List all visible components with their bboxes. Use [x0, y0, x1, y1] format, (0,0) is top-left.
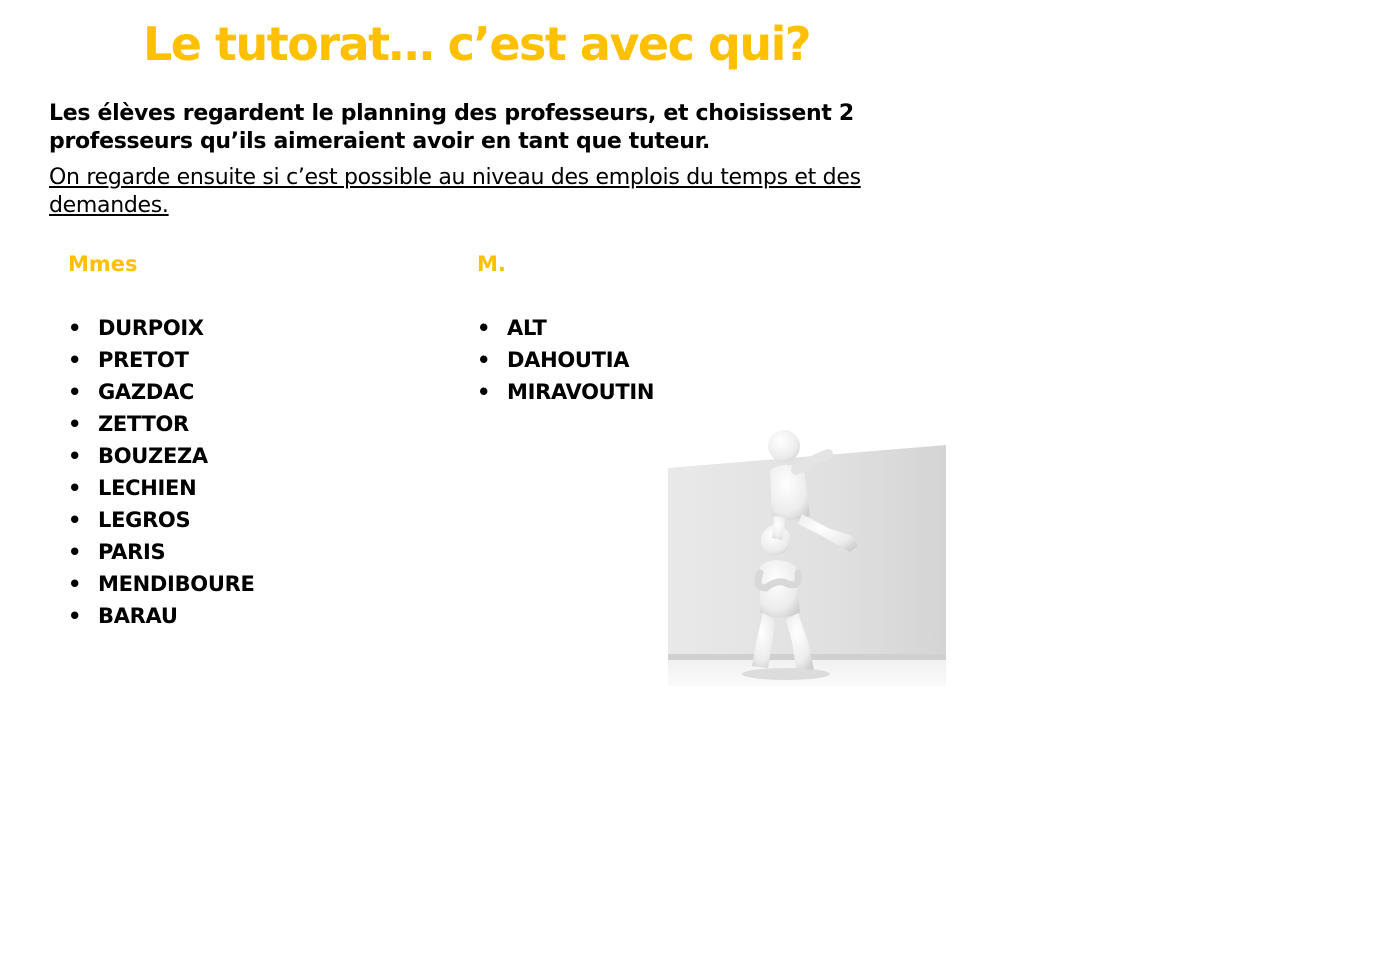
- heading-mmes: Mmes: [68, 252, 138, 276]
- list-item: [68, 376, 255, 408]
- teacher-name: LECHIEN: [98, 476, 197, 500]
- teacher-list-mmes: [68, 312, 255, 632]
- teacher-name: GAZDAC: [98, 380, 195, 404]
- list-item: [68, 504, 255, 536]
- teacher-name: PRETOT: [98, 348, 189, 372]
- list-item: [68, 472, 255, 504]
- list-item: [68, 344, 255, 376]
- bullet-icon: •: [68, 604, 82, 628]
- bullet-icon: •: [68, 476, 82, 500]
- list-item: [477, 376, 654, 408]
- bullet-icon: •: [68, 412, 82, 436]
- list-item: [477, 344, 654, 376]
- list-item: [68, 568, 255, 600]
- bullet-icon: •: [68, 316, 82, 340]
- slide-title: Le tutorat… c’est avec qui?: [143, 17, 811, 71]
- bullet-icon: •: [477, 380, 491, 404]
- bullet-icon: •: [68, 508, 82, 532]
- teacher-name: LEGROS: [98, 508, 191, 532]
- teacher-name: DURPOIX: [98, 316, 204, 340]
- list-item: [68, 408, 255, 440]
- teacher-name: ZETTOR: [98, 412, 189, 436]
- teacher-name: PARIS: [98, 540, 166, 564]
- list-item: [68, 600, 255, 632]
- bullet-icon: •: [68, 540, 82, 564]
- teacher-name: BOUZEZA: [98, 444, 208, 468]
- bullet-icon: •: [68, 348, 82, 372]
- teacher-name: MIRAVOUTIN: [507, 380, 655, 404]
- teacher-name: MENDIBOURE: [98, 572, 255, 596]
- bullet-icon: •: [68, 444, 82, 468]
- bullet-icon: •: [477, 348, 491, 372]
- list-item: [68, 312, 255, 344]
- teacher-name: ALT: [507, 316, 547, 340]
- intro-text: Les élèves regardent le planning des professeurs, et choisissent 2 professeurs qu’ils aimeraient avoir en tant que tuteur.: [49, 101, 854, 154]
- list-item: [68, 440, 255, 472]
- teacher-name: DAHOUTIA: [507, 348, 630, 372]
- teacher-list-m: [477, 312, 654, 408]
- heading-m: M.: [477, 252, 506, 276]
- teamwork-climbing-wall-icon: [668, 428, 946, 686]
- note-text: On regarde ensuite si c’est possible au niveau des emplois du temps et des demandes.: [49, 165, 861, 218]
- list-item: [68, 536, 255, 568]
- bullet-icon: •: [68, 380, 82, 404]
- teacher-name: BARAU: [98, 604, 178, 628]
- bullet-icon: •: [477, 316, 491, 340]
- list-item: [477, 312, 654, 344]
- bullet-icon: •: [68, 572, 82, 596]
- teamwork-illustration: [668, 428, 946, 686]
